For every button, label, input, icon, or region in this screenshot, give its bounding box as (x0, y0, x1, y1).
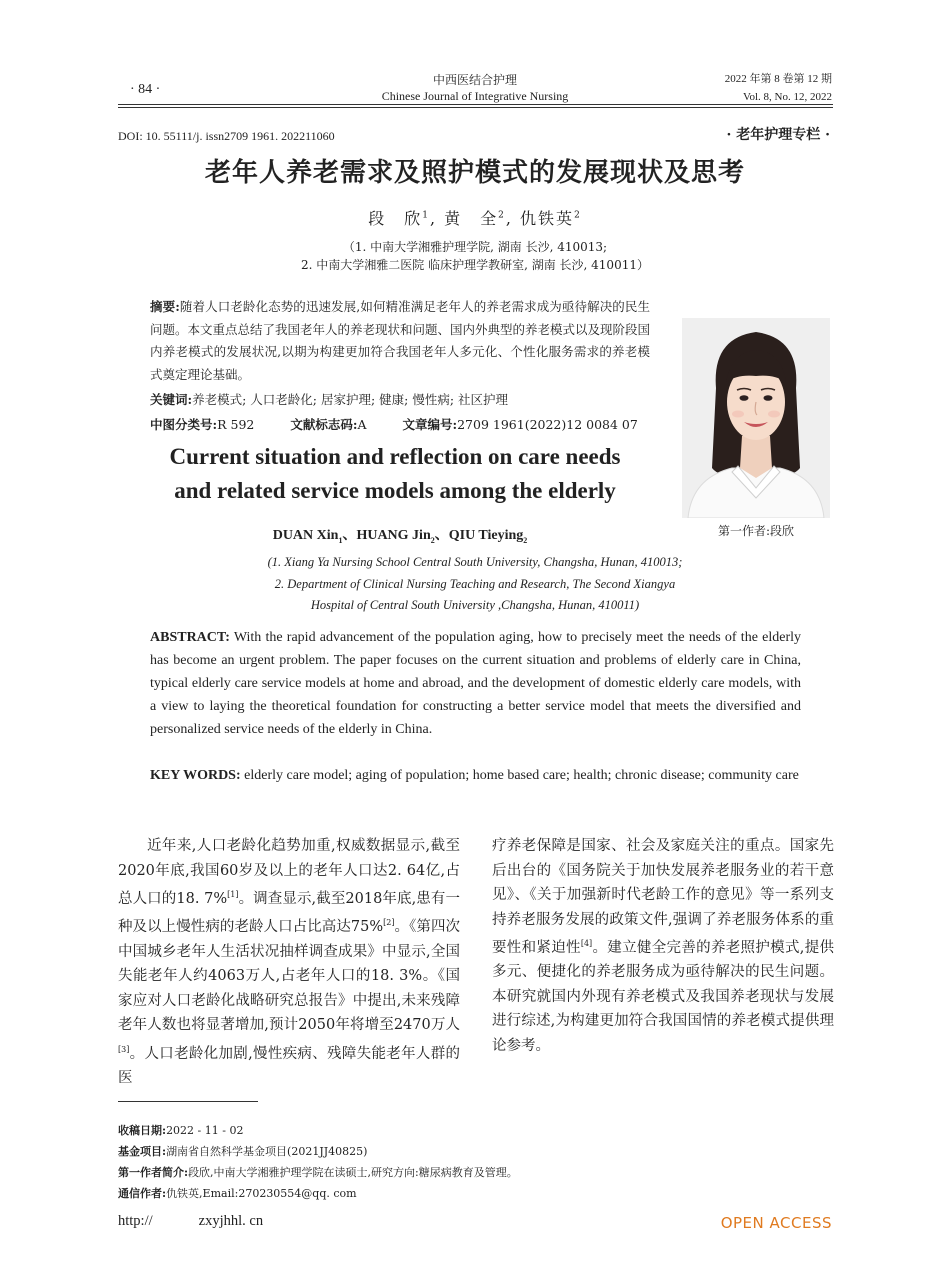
article-no-value: 2709 1961(2022)12 0084 07 (457, 416, 638, 432)
affiliation-line: 2. 中南大学湘雅二医院 临床护理学教研室, 湖南 长沙, 410011） (301, 258, 649, 272)
keywords-en-text: elderly care model; aging of population; home based care; health; chronic disease; community care (244, 768, 799, 783)
affiliation-line: (1. Xiang Ya Nursing School Central South University, Changsha, Hunan, 410013; (267, 555, 683, 569)
title-en-line: and related service models among the elderly (174, 478, 616, 503)
footnote-text[interactable]: 仇铁英,Email:270230554@qq. com (166, 1187, 357, 1200)
footnote-label: 第一作者简介: (118, 1166, 189, 1179)
body-text: 。人口老龄化加剧,慢性疾病、残障失能老年人群的医 (118, 1045, 460, 1086)
keywords-zh-label: 关键词: (150, 392, 193, 407)
keywords-zh (150, 389, 650, 412)
body-text: 。《第四次中国城乡老年人生活状况抽样调查成果》中显示,全国失能老年人约4063万人,占老年人口的18. 3%。《国家应对人口老龄化战略研究总报告》中提出,未来残障老年人数也将显著增加,预计2050年将增至2470万人 (118, 919, 460, 1034)
author-photo (682, 318, 830, 518)
body-text: 近年来,人口老龄化趋势加重,权威数据显示,截至2020年底,我国60岁及以上的老年人口达2. 64亿,占总人口的18. 7% (118, 838, 460, 907)
title-en-line: Current situation and reflection on care needs (169, 444, 621, 469)
issue-en: Vol. 8, No. 12, 2022 (742, 91, 832, 103)
author-affil-sub: 1 (338, 535, 343, 545)
keywords-en-label: KEY WORDS: (150, 768, 241, 783)
authors-en (150, 524, 650, 545)
abstract-en-text: With the rapid advancement of the population aging, how to precisely meet the needs of the elderly has become an urgent problem. The paper focuses on the current situation and problems of elderly care in China, typical elderly care service models at home and abroad, and the development of domestic elderly care models, with a view to laying the theoretical foundation for constructing a better service model that meets the diversified and personalized service needs of the elderly in China. (150, 630, 801, 737)
body-text: 。建立健全完善的养老照护模式,提供多元、便捷化的养老服务成为亟待解决的民生问题。本研究就国内外现有养老模式及我国养老现状与发展进行综述,为构建更加符合我国国情的养老模式提供理论参考。 (492, 939, 835, 1054)
footnote-label: 基金项目: (118, 1145, 167, 1158)
column-label: · 老年护理专栏 · (726, 127, 830, 143)
affiliations-en (160, 552, 790, 617)
classification-line (150, 414, 650, 437)
doc-code-label: 文献标志码: (290, 416, 358, 432)
author-sep: 、 (342, 528, 357, 543)
author-name: 仇铁英 (520, 209, 575, 228)
author-affil-sup: 1 (422, 210, 430, 221)
title-zh: 老年人养老需求及照护模式的发展现状及思考 (204, 158, 745, 188)
abstract-en-label: ABSTRACT: (150, 630, 230, 645)
abstract-zh (150, 296, 650, 386)
author-sep: 、 (434, 528, 449, 543)
keywords-en (150, 764, 801, 787)
portrait-image (682, 318, 830, 518)
author-name-en: HUANG Jin (356, 528, 431, 543)
footnote-received (118, 1120, 833, 1141)
footnote-corresponding (118, 1183, 833, 1204)
author-affil-sup: 2 (574, 210, 582, 221)
journal-name-en: Chinese Journal of Integrative Nursing (381, 89, 569, 103)
authors-zh (0, 206, 950, 229)
article-no-label: 文章编号: (402, 416, 458, 432)
abstract-zh-label: 摘要: (150, 299, 180, 314)
page-number: · 84 · (130, 82, 161, 97)
clc-value: R 592 (217, 416, 255, 432)
body-column-left (118, 834, 460, 1090)
clc-label: 中图分类号: (150, 416, 218, 432)
body-text: 。调查显示,截至2018年底,患有一种及以上慢性病的老龄人口占比高达75% (118, 890, 460, 936)
affiliation-line: （1. 中南大学湘雅护理学院, 湖南 长沙, 410013; (342, 240, 608, 254)
author-affil-sub: 2 (430, 535, 435, 545)
footnote-text: 段欣,中南大学湘雅护理学院在读硕士,研究方向:糖尿病教育及管理。 (188, 1166, 518, 1179)
footnote-fund (118, 1141, 833, 1162)
url-prefix: http:// (118, 1213, 153, 1229)
affiliation-line: Hospital of Central South University ,Changsha, Hunan, 410011) (310, 598, 640, 612)
header-rule (118, 104, 833, 105)
journal-name-zh: 中西医结合护理 (432, 73, 517, 87)
footnote-first-author (118, 1162, 833, 1183)
footnote-label: 通信作者: (118, 1187, 167, 1200)
author-name: 段 欣 (368, 209, 423, 228)
footnote-label: 收稿日期: (118, 1124, 167, 1137)
footnote-text: 湖南省自然科学基金项目(2021JJ40825) (166, 1145, 368, 1158)
journal-url[interactable] (118, 1213, 263, 1230)
doi[interactable]: DOI: 10. 55111/j. issn2709 1961. 202211060 (118, 129, 335, 143)
abstract-zh-block (150, 296, 650, 436)
citation-ref[interactable]: [4] (580, 939, 593, 948)
footnote-text: 2022 - 11 - 02 (166, 1124, 244, 1137)
author-affil-sup: 2 (498, 210, 506, 221)
abstract-zh-text: 随着人口老龄化态势的迅速发展,如何精准满足老年人的养老需求成为亟待解决的民生问题。本文重点总结了我国老年人的养老现状和问题、国内外典型的养老模式以及现阶段国内养老模式的发展状况,以期为构建更加符合我国老年人多元化、个性化服务需求的养老模式奠定理论基础。 (150, 299, 651, 382)
citation-ref[interactable]: [3] (118, 1044, 130, 1054)
citation-ref[interactable]: [1] (227, 890, 239, 899)
doc-code-value: A (357, 416, 367, 432)
author-name: 黄 全 (444, 209, 499, 228)
affiliations-zh (0, 238, 950, 274)
body-column-right (492, 834, 834, 1058)
abstract-en (150, 626, 801, 741)
keywords-zh-text: 养老模式; 人口老龄化; 居家护理; 健康; 慢性病; 社区护理 (192, 392, 509, 407)
citation-ref[interactable]: [2] (383, 918, 395, 928)
author-sep: , (429, 209, 445, 228)
author-name-en: QIU Tieying (448, 528, 524, 543)
author-sep: , (505, 209, 521, 228)
footnotes (118, 1120, 833, 1204)
issue-zh: 2022 年第 8 卷第 12 期 (724, 73, 832, 85)
url-host: zxyjhhl. cn (198, 1213, 264, 1229)
photo-caption: 第一作者:段欣 (717, 524, 795, 538)
header-rule (118, 107, 833, 108)
author-affil-sub: 2 (523, 535, 528, 545)
author-name-en: DUAN Xin (272, 528, 339, 543)
body-text: 疗养老保障是国家、社会及家庭关注的重点。国家先后出台的《国务院关于加快发展养老服务业的若干意见》、《关于加强新时代老龄工作的意见》等一系列支持养老服务发展的政策文件,强调了养老服务体系的重要性和紧迫性 (492, 838, 834, 956)
affiliation-line: 2. Department of Clinical Nursing Teaching and Research, The Second Xiangya (274, 576, 676, 591)
open-access-label: OPEN ACCESS (720, 1214, 832, 1232)
footnote-rule (118, 1101, 258, 1102)
issue-info (725, 70, 832, 106)
title-en (130, 440, 660, 508)
